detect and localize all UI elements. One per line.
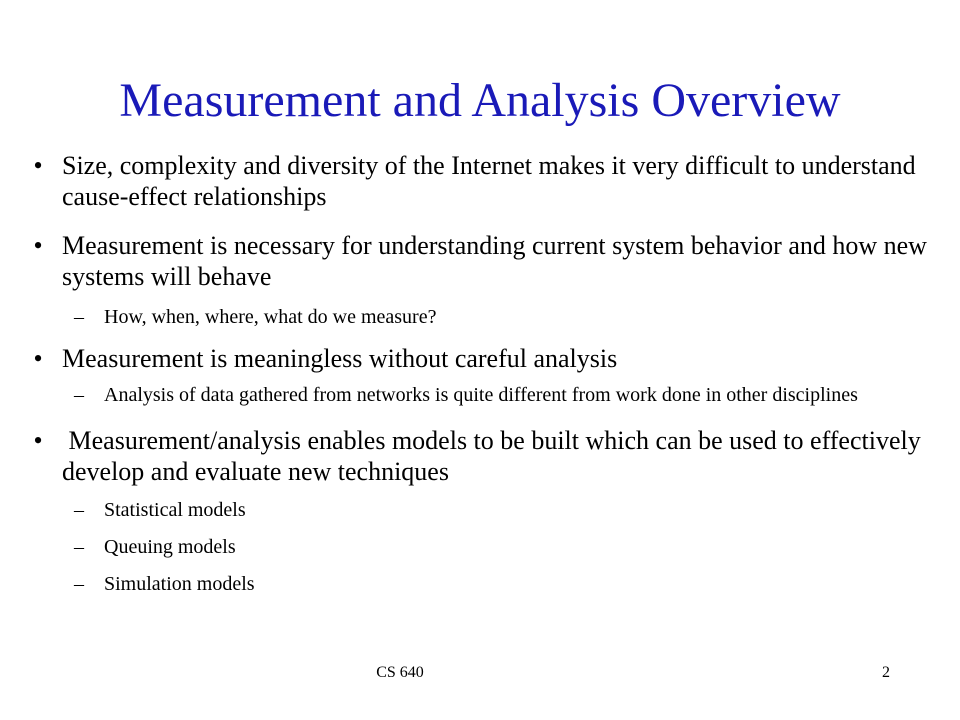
sub-bullet-text: How, when, where, what do we measure?: [104, 306, 437, 328]
dash-icon: –: [74, 384, 84, 406]
footer-page-number: 2: [882, 664, 890, 681]
bullet-icon: •: [33, 344, 43, 373]
slide-content: [28, 150, 928, 596]
bullet-icon: •: [33, 426, 43, 455]
sub-bullet-item: [28, 536, 928, 559]
bullet-icon: •: [33, 151, 43, 180]
bullet-text: Size, complexity and diversity of the Internet makes it very difficult to understand cause-effect relationships: [62, 151, 916, 211]
dash-icon: –: [74, 499, 84, 521]
dash-icon: –: [74, 306, 84, 328]
bullet-text: Measurement/analysis enables models to be built which can be used to effectively develop and evaluate new techniques: [62, 426, 928, 486]
bullet-icon: •: [33, 231, 43, 260]
sub-bullet-text: Analysis of data gathered from networks is quite different from work done in other disciplines: [104, 384, 858, 406]
dash-icon: –: [74, 536, 84, 558]
sub-bullet-item: [28, 573, 928, 596]
bullet-item: [28, 230, 928, 292]
bullet-item: [28, 425, 928, 487]
sub-bullet-text: Queuing models: [104, 536, 236, 558]
sub-bullet-text: Statistical models: [104, 499, 246, 521]
sub-bullet-item: [28, 306, 928, 329]
bullet-text: Measurement is necessary for understanding current system behavior and how new systems will behave: [62, 231, 927, 291]
bullet-item: [28, 343, 928, 374]
bullet-item: [28, 150, 928, 212]
bullet-text: Measurement is meaningless without careful analysis: [62, 344, 618, 373]
slide-title: Measurement and Analysis Overview: [119, 74, 841, 127]
sub-bullet-item: [28, 499, 928, 522]
dash-icon: –: [74, 573, 84, 595]
footer-course: CS 640: [376, 664, 424, 681]
sub-bullet-text: Simulation models: [104, 573, 255, 595]
sub-bullet-item: [28, 384, 928, 407]
